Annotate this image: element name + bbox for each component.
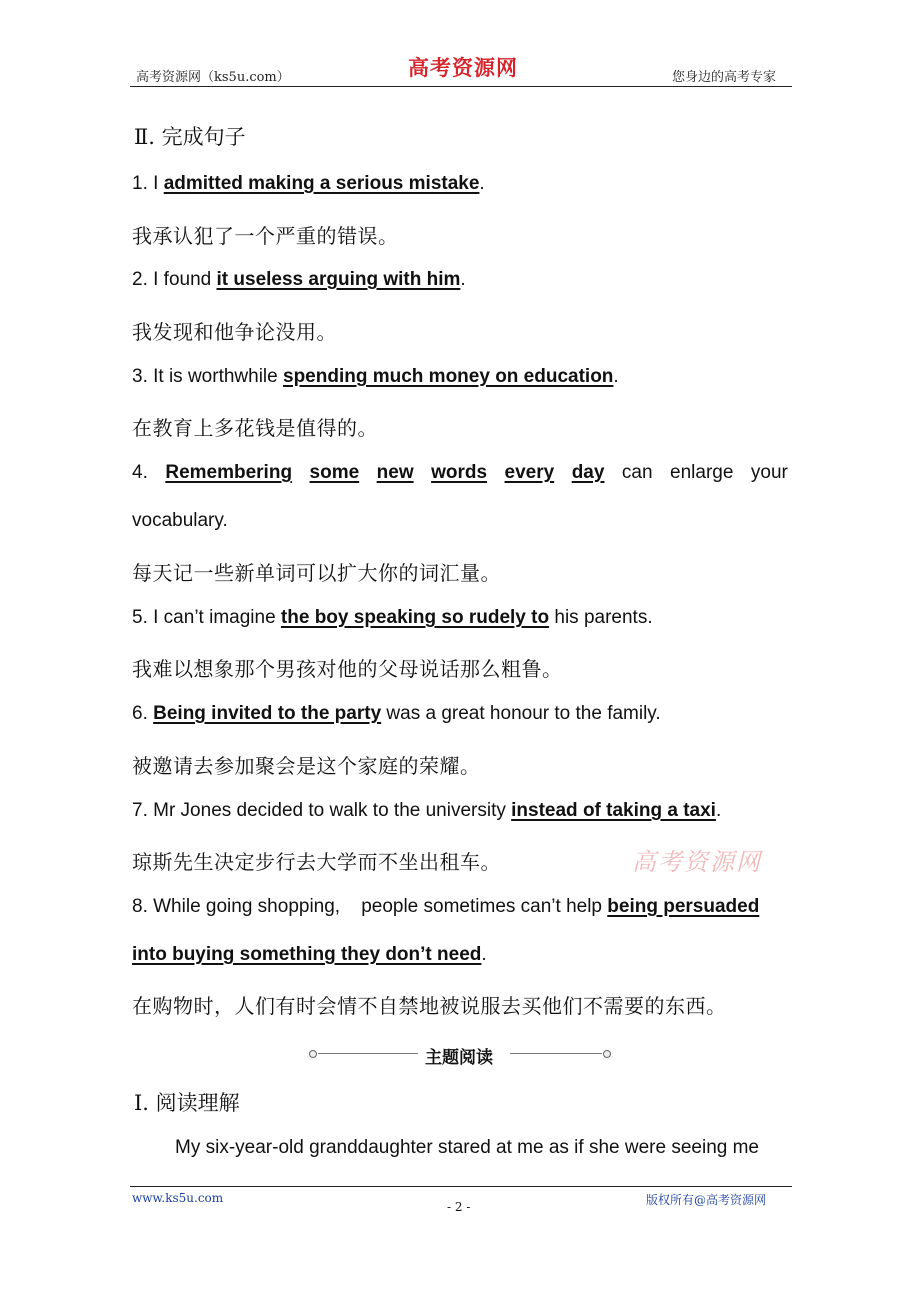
sentence-5-en: 5. I can’t imagine the boy speaking so rudely to his parents. [132,607,653,628]
divider-right-dot [603,1050,611,1058]
sentence-8-en-line2: into buying something they don’t need. [132,944,487,965]
header-logo: 高考资源网 [408,55,518,80]
divider-right-line [510,1053,602,1054]
section-title-complete-sentences: Ⅱ. 完成句子 [134,125,246,149]
sentence-2-zh: 我发现和他争论没用。 [132,320,337,344]
footer-url: www.ks5u.com [132,1191,224,1205]
divider-label: 主题阅读 [425,1048,493,1068]
sentence-6-zh: 被邀请去参加聚会是这个家庭的荣耀。 [132,754,481,778]
page-number: - 2 - [447,1200,471,1214]
header-slogan: 您身边的高考专家 [672,70,777,85]
sentence-1-en: 1. I admitted making a serious mistake. [132,173,485,194]
sentence-2-en: 2. I found it useless arguing with him. [132,269,466,290]
sentence-6-en: 6. Being invited to the party was a great honour to the family. [132,703,661,724]
sentence-1-zh: 我承认犯了一个严重的错误。 [132,224,399,248]
sentence-8-en: 8. While going shopping, people sometimes can’t help being persuaded [132,896,760,917]
sentence-3-zh: 在教育上多花钱是值得的。 [132,416,378,440]
sentence-4-zh: 每天记一些新单词可以扩大你的词汇量。 [132,561,501,585]
sentence-5-zh: 我难以想象那个男孩对他的父母说话那么粗鲁。 [132,657,563,681]
footer-rule [130,1186,792,1187]
sentence-4-en: 4. Remembering some new words every day can enlarge your [132,462,788,483]
header-rule [130,86,792,87]
footer-copyright: 版权所有@高考资源网 [646,1193,767,1207]
sentence-4-en-line2: vocabulary. [132,510,228,531]
sentence-8-zh: 在购物时，人们有时会情不自禁地被说服去买他们不需要的东西。 [132,994,727,1018]
section-title-reading: Ⅰ. 阅读理解 [134,1091,240,1115]
divider-left-dot [309,1050,317,1058]
header-site-name: 高考资源网（ks5u.com） [136,70,290,85]
sentence-3-en: 3. It is worthwhile spending much money on education. [132,366,619,387]
divider-left-line [318,1053,418,1054]
sentence-7-en: 7. Mr Jones decided to walk to the university instead of taking a taxi. [132,800,722,821]
reading-paragraph: My six-year-old granddaughter stared at me as if she were seeing me [175,1137,759,1158]
watermark-logo: 高考资源网 [632,848,762,876]
sentence-7-zh: 琼斯先生决定步行去大学而不坐出租车。 [132,850,501,874]
